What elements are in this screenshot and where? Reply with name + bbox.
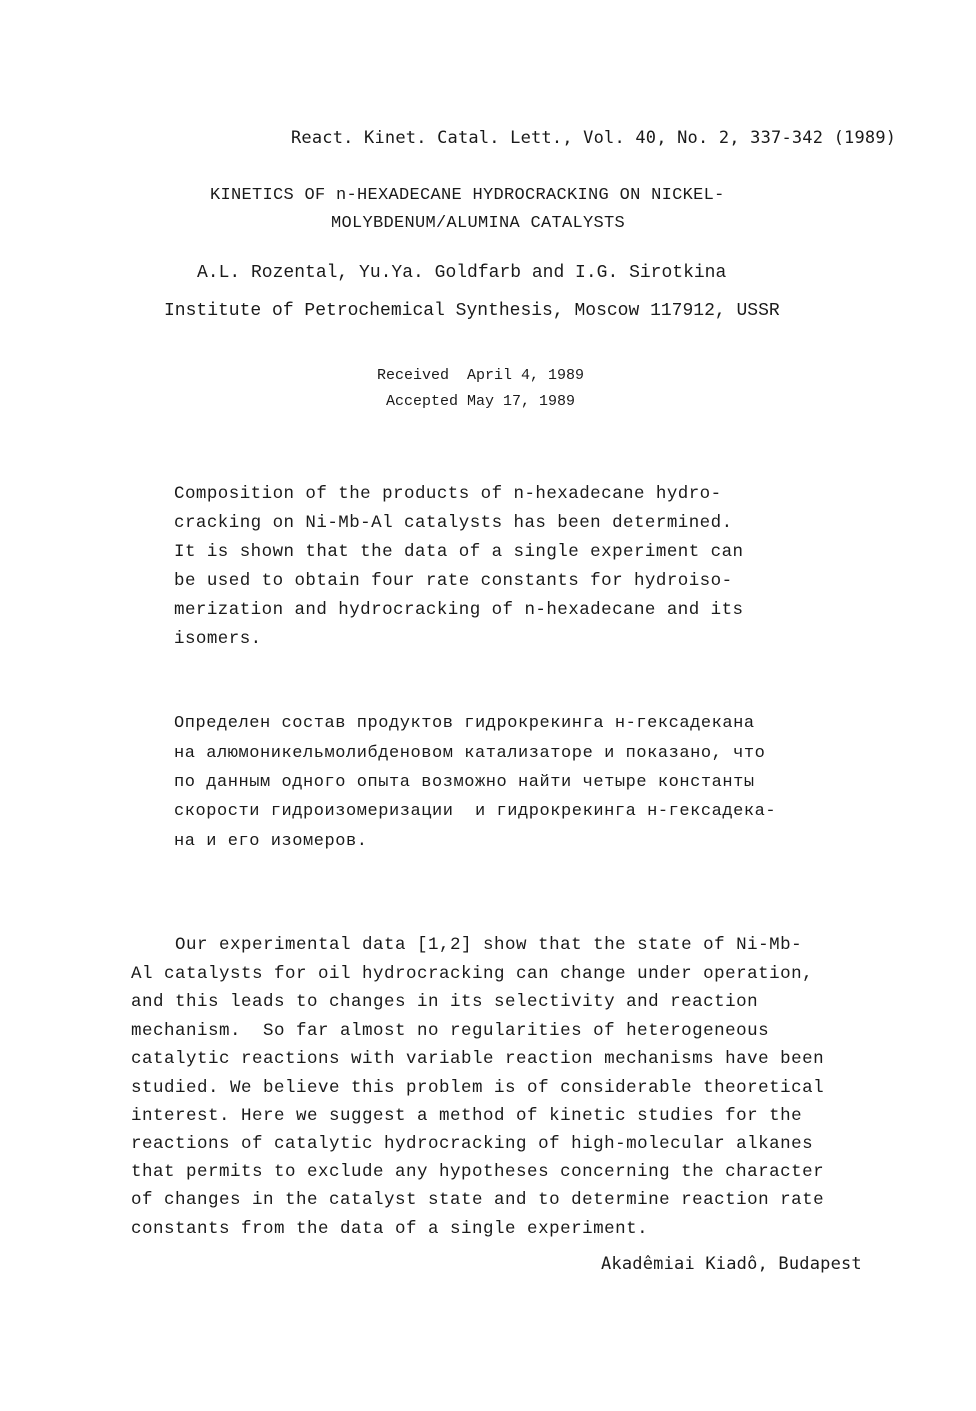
body-text-line: catalytic reactions with variable reaction mechanisms have been	[131, 1049, 825, 1069]
abstract-en-line: isomers.	[174, 629, 262, 649]
body-text-line: of changes in the catalyst state and to determine reaction rate	[131, 1190, 825, 1210]
body-text-line: Al catalysts for oil hydrocracking can change under operation,	[131, 964, 814, 984]
abstract-en-line: merization and hydrocracking of n-hexadecane and its	[174, 600, 744, 620]
body-text-line: reactions of catalytic hydrocracking of high-molecular alkanes	[131, 1134, 814, 1154]
paper-title-line-2: MOLYBDENUM/ALUMINA CATALYSTS	[331, 214, 626, 233]
body-text-line: and this leads to changes in its selectivity and reaction	[131, 992, 759, 1012]
publisher-line: Akadêmiai Kiadô, Budapest	[601, 1254, 862, 1274]
abstract-en-line: cracking on Ni-Mb-Al catalysts has been determined.	[174, 513, 733, 533]
accepted-date: Accepted May 17, 1989	[386, 393, 576, 410]
journal-citation: React. Kinet. Catal. Lett., Vol. 40, No. 2, 337-342 (1989)	[291, 128, 897, 148]
body-text-line: interest. Here we suggest a method of kinetic studies for the	[131, 1106, 803, 1126]
abstract-en-line: be used to obtain four rate constants for hydroiso-	[174, 571, 733, 591]
abstract-en-line: It is shown that the data of a single experiment can	[174, 542, 744, 562]
body-text-line: studied. We believe this problem is of considerable theoretical	[131, 1078, 825, 1098]
abstract-ru-line: по данным одного опыта возможно найти четыре константы	[174, 773, 755, 792]
abstract-ru-line: на и его изомеров.	[174, 832, 368, 851]
body-text-line: that permits to exclude any hypotheses concerning the character	[131, 1162, 825, 1182]
abstract-ru-line: скорости гидроизомеризации и гидрокрекинга н-гексадека-	[174, 802, 777, 821]
affiliation: Institute of Petrochemical Synthesis, Moscow 117912, USSR	[164, 301, 780, 321]
abstract-ru-line: на алюмоникельмолибденовом катализаторе и показано, что	[174, 744, 766, 763]
abstract-en-line: Composition of the products of n-hexadecane hydro-	[174, 484, 722, 504]
received-date: Received April 4, 1989	[377, 367, 585, 384]
abstract-ru-line: Определен состав продуктов гидрокрекинга н-гексадекана	[174, 714, 755, 733]
paper-title-line-1: KINETICS OF n-HEXADECANE HYDROCRACKING ON NICKEL-	[210, 186, 725, 205]
body-text-line: Our experimental data [1,2] show that the state of Ni-Mb-	[131, 935, 803, 955]
body-text-line: mechanism. So far almost no regularities of heterogeneous	[131, 1021, 770, 1041]
authors: A.L. Rozental, Yu.Ya. Goldfarb and I.G. Sirotkina	[197, 263, 727, 283]
body-text-line: constants from the data of a single experiment.	[131, 1219, 649, 1239]
